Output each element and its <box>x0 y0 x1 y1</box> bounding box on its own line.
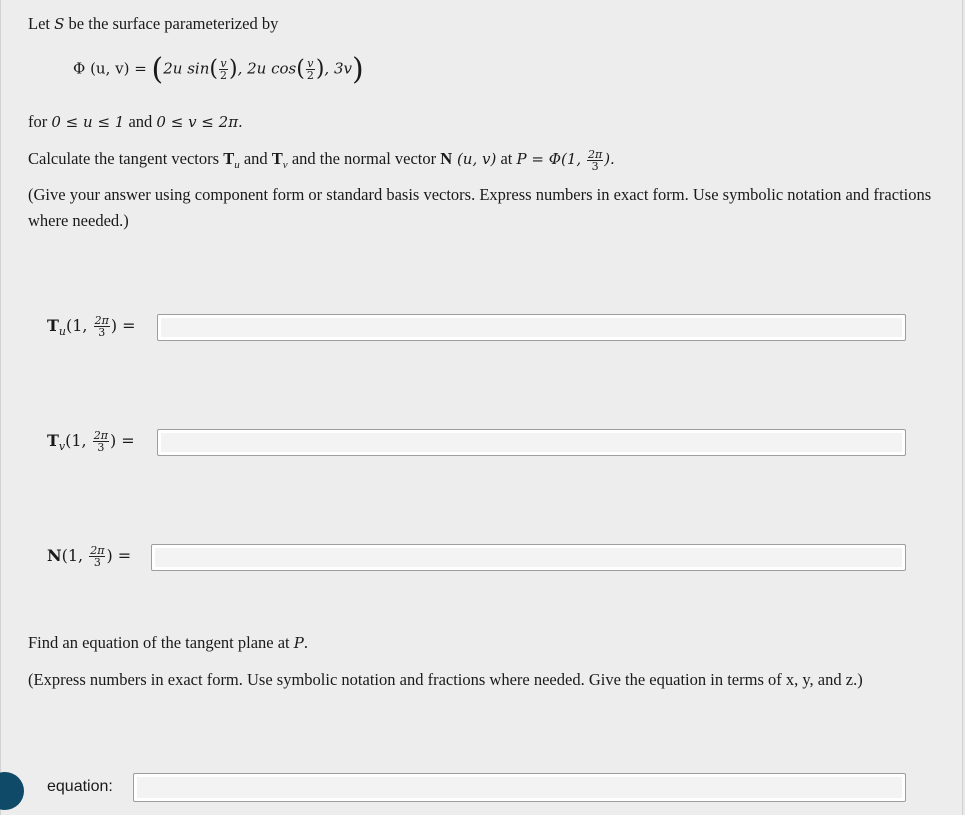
tv-label: $T_v(1$, $\frac{2\pi}{3}$ ) = <box>47 429 135 454</box>
tu-label: $T_u(1$, $\frac{2\pi}{3}$ ) = <box>47 314 136 339</box>
fraction: $\frac{2\pi}{3}$ <box>587 147 603 173</box>
parameterization-formula: Φ (u, v) = (2u sin( $\frac{v}{2}$ ), 2u cos( $\frac{v}{2}$ ), 3v) <box>73 52 364 87</box>
fraction: $\frac{v}{2}$ <box>220 57 227 82</box>
n-label: N(1, $\frac{2\pi}{3}$ ) = <box>47 544 132 569</box>
surface-symbol: S <box>54 15 65 33</box>
equation-label: equation: <box>47 778 113 795</box>
tv-answer-input[interactable] <box>157 429 906 456</box>
instruction-text: Calculate the tangent vectors $T_u$ and $T_v$ and the normal vector N (u, v) at P = Φ(1, $\frac{2\pi}{3}$ ). <box>28 147 615 173</box>
tangent-plane-hint: (Express numbers in exact form. Use symbolic notation and fractions where needed. Give the equation in terms of x, y, and z.) <box>28 670 863 689</box>
fraction: $\frac{2\pi}{3}$ <box>94 314 109 339</box>
tu-answer-input[interactable] <box>157 314 906 341</box>
domain-text: for 0 ≤ u ≤ 1 and 0 ≤ v ≤ 2π. <box>28 112 243 131</box>
equation-answer-input[interactable] <box>133 773 906 802</box>
fraction: $\frac{2\pi}{3}$ <box>93 429 108 454</box>
intro-text: Let S be the surface parameterized by <box>28 14 279 33</box>
tangent-plane-prompt: Find an equation of the tangent plane at P. <box>28 633 308 652</box>
hint-text: (Give your answer using component form or standard basis vectors. Express numbers in exact form. Use symbolic notation and fractions where needed.) <box>28 185 932 230</box>
fraction: $\frac{2\pi}{3}$ <box>90 544 105 569</box>
fraction: $\frac{v}{2}$ <box>306 57 314 82</box>
n-answer-input[interactable] <box>151 544 906 571</box>
